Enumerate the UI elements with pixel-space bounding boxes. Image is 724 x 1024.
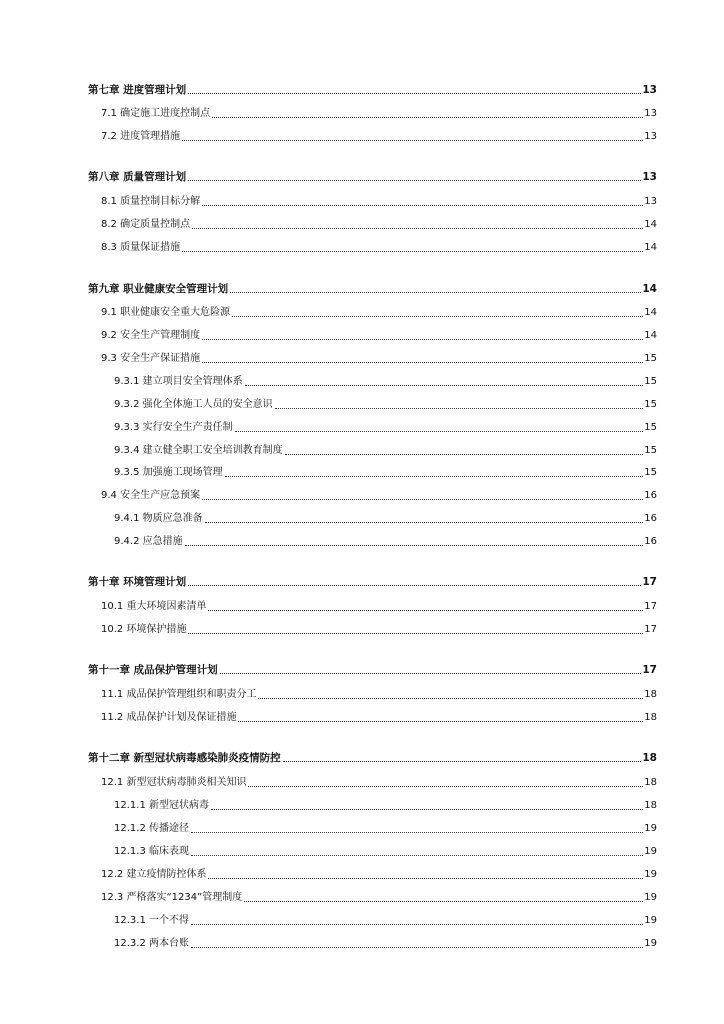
dot-leader xyxy=(248,786,643,787)
dot-leader xyxy=(208,610,643,611)
toc-entry-page: 19 xyxy=(644,915,657,926)
toc-entry-page: 17 xyxy=(642,664,657,676)
toc-entry-label: 9.3.4 建立健全职工安全培训教育制度 xyxy=(114,445,283,456)
toc-section[interactable] xyxy=(0,192,657,208)
toc-entry-page: 15 xyxy=(644,376,657,387)
toc-entry-page: 19 xyxy=(644,938,657,949)
toc-entry-page: 15 xyxy=(644,467,657,478)
toc-entry-label: 10.2 环境保护措施 xyxy=(101,624,187,635)
toc-entry-page: 16 xyxy=(644,536,657,547)
toc-entry-page: 19 xyxy=(644,846,657,857)
dot-leader xyxy=(283,761,642,762)
dot-leader xyxy=(191,924,643,925)
dot-leader xyxy=(225,476,644,477)
dot-leader xyxy=(188,633,643,634)
toc-section[interactable] xyxy=(0,773,657,789)
toc-entry-label: 9.2 安全生产管理制度 xyxy=(101,330,201,341)
toc-section[interactable] xyxy=(0,486,657,502)
toc-entry-label: 9.3.2 强化全体施工人员的安全意识 xyxy=(114,399,273,410)
toc-entry-page: 15 xyxy=(644,445,657,456)
dot-leader xyxy=(202,339,643,340)
dot-leader xyxy=(220,673,642,674)
toc-section[interactable] xyxy=(0,597,657,613)
toc-section[interactable] xyxy=(0,620,657,636)
toc-entry-label: 9.4.1 物质应急准备 xyxy=(114,513,203,524)
dot-leader xyxy=(235,431,644,432)
toc-entry-page: 14 xyxy=(644,330,657,341)
toc-entry-label: 9.3.3 实行安全生产责任制 xyxy=(114,422,233,433)
toc-entry-page: 19 xyxy=(644,823,657,834)
toc-entry-page: 15 xyxy=(644,353,657,364)
toc-entry-page: 14 xyxy=(644,242,657,253)
toc-subsection[interactable] xyxy=(0,842,657,858)
toc-entry-label: 9.4 安全生产应急预案 xyxy=(101,490,201,501)
toc-entry-page: 18 xyxy=(644,800,657,811)
dot-leader xyxy=(182,140,643,141)
toc-entry-label: 12.3 严格落实“1234”管理制度 xyxy=(101,892,243,903)
dot-leader xyxy=(212,117,643,118)
toc-entry-page: 17 xyxy=(644,601,657,612)
toc-section[interactable] xyxy=(0,104,657,120)
toc-entry-label: 12.3.1 一个不得 xyxy=(114,915,189,926)
toc-chapter[interactable] xyxy=(0,167,657,183)
dot-leader xyxy=(182,251,643,252)
toc-section[interactable] xyxy=(0,127,657,143)
toc-entry-page: 17 xyxy=(644,624,657,635)
toc-entry-label: 8.3 质量保证措施 xyxy=(101,242,181,253)
toc-entry-label: 7.1 确定施工进度控制点 xyxy=(101,108,211,119)
toc-entry-label: 第八章 质量管理计划 xyxy=(88,171,187,183)
toc-entry-page: 16 xyxy=(644,490,657,501)
toc-section[interactable] xyxy=(0,326,657,342)
toc-entry-label: 9.3.5 加强施工现场管理 xyxy=(114,467,223,478)
toc-entry-page: 13 xyxy=(642,84,657,96)
toc-entry-page: 15 xyxy=(644,399,657,410)
toc-subsection[interactable] xyxy=(0,509,657,525)
dot-leader xyxy=(191,947,643,948)
dot-leader xyxy=(244,901,643,902)
toc-entry-label: 9.1 职业健康安全重大危险源 xyxy=(101,307,231,318)
toc-entry-label: 第十一章 成品保护管理计划 xyxy=(88,664,218,676)
toc-entry-page: 18 xyxy=(642,752,657,764)
toc-entry-label: 第十章 环境管理计划 xyxy=(88,576,187,588)
toc-entry-label: 9.3.1 建立项目安全管理体系 xyxy=(114,376,243,387)
toc-entry-page: 14 xyxy=(644,307,657,318)
toc-chapter[interactable] xyxy=(0,80,657,96)
toc-subsection[interactable] xyxy=(0,418,657,434)
toc-section[interactable] xyxy=(0,685,657,701)
toc-section[interactable] xyxy=(0,708,657,724)
toc-entry-label: 12.1 新型冠状病毒肺炎相关知识 xyxy=(101,777,247,788)
toc-entry-label: 12.1.1 新型冠状病毒 xyxy=(114,800,209,811)
toc-entry-label: 9.3 安全生产保证措施 xyxy=(101,353,201,364)
toc-entry-label: 第七章 进度管理计划 xyxy=(88,84,187,96)
toc-subsection[interactable] xyxy=(0,441,657,457)
toc-entry-page: 15 xyxy=(644,422,657,433)
dot-leader xyxy=(275,408,644,409)
toc-entry-label: 第九章 职业健康安全管理计划 xyxy=(88,283,229,295)
toc-entry-label: 12.1.2 传播途径 xyxy=(114,823,189,834)
toc-chapter[interactable] xyxy=(0,748,657,764)
toc-entry-label: 8.2 确定质量控制点 xyxy=(101,219,191,230)
dot-leader xyxy=(238,721,643,722)
toc-entry-label: 12.1.3 临床表现 xyxy=(114,846,189,857)
dot-leader xyxy=(285,454,644,455)
dot-leader xyxy=(258,698,643,699)
dot-leader xyxy=(202,205,643,206)
dot-leader xyxy=(188,93,641,94)
toc-entry-page: 16 xyxy=(644,513,657,524)
toc-section[interactable] xyxy=(0,888,657,904)
dot-leader xyxy=(208,878,643,879)
toc-entry-label: 12.2 建立疫情防控体系 xyxy=(101,869,207,880)
dot-leader xyxy=(232,316,643,317)
toc-entry-label: 7.2 进度管理措施 xyxy=(101,131,181,142)
toc-entry-page: 13 xyxy=(642,171,657,183)
dot-leader xyxy=(205,522,644,523)
toc-section[interactable] xyxy=(0,238,657,254)
toc-subsection[interactable] xyxy=(0,796,657,812)
dot-leader xyxy=(188,180,641,181)
toc-entry-page: 19 xyxy=(644,869,657,880)
dot-leader xyxy=(185,545,644,546)
toc-section[interactable] xyxy=(0,865,657,881)
toc-entry-label: 10.1 重大环境因素清单 xyxy=(101,601,207,612)
toc-entry-page: 18 xyxy=(644,777,657,788)
toc-entry-page: 19 xyxy=(644,892,657,903)
dot-leader xyxy=(230,292,641,293)
toc-entry-page: 14 xyxy=(644,219,657,230)
toc-entry-page: 14 xyxy=(642,283,657,295)
toc-chapter[interactable] xyxy=(0,660,657,676)
toc-entry-page: 13 xyxy=(644,108,657,119)
toc-entry-page: 18 xyxy=(644,689,657,700)
dot-leader xyxy=(192,228,643,229)
toc-subsection[interactable] xyxy=(0,532,657,548)
toc-entry-page: 17 xyxy=(642,576,657,588)
toc-subsection[interactable] xyxy=(0,934,657,950)
dot-leader xyxy=(202,499,643,500)
toc-section[interactable] xyxy=(0,303,657,319)
dot-leader xyxy=(245,385,644,386)
dot-leader xyxy=(202,362,643,363)
dot-leader xyxy=(191,832,643,833)
dot-leader xyxy=(211,809,643,810)
toc-entry-label: 11.1 成品保护管理组织和职责分工 xyxy=(101,689,257,700)
toc-subsection[interactable] xyxy=(0,463,657,479)
toc-entry-page: 13 xyxy=(644,196,657,207)
toc-subsection[interactable] xyxy=(0,372,657,388)
dot-leader xyxy=(191,855,643,856)
toc-entry-label: 第十二章 新型冠状病毒感染肺炎疫情防控 xyxy=(88,752,281,764)
toc-section[interactable] xyxy=(0,215,657,231)
toc-subsection[interactable] xyxy=(0,395,657,411)
toc-entry-label: 9.4.2 应急措施 xyxy=(114,536,183,547)
toc-chapter[interactable] xyxy=(0,279,657,295)
toc-chapter[interactable] xyxy=(0,572,657,588)
toc-subsection[interactable] xyxy=(0,911,657,927)
toc-entry-label: 8.1 质量控制目标分解 xyxy=(101,196,201,207)
toc-entry-label: 11.2 成品保护计划及保证措施 xyxy=(101,712,237,723)
dot-leader xyxy=(188,585,641,586)
toc-section[interactable] xyxy=(0,349,657,365)
toc-subsection[interactable] xyxy=(0,819,657,835)
toc-entry-label: 12.3.2 两本台账 xyxy=(114,938,189,949)
toc-entry-page: 13 xyxy=(644,131,657,142)
toc-entry-page: 18 xyxy=(644,712,657,723)
